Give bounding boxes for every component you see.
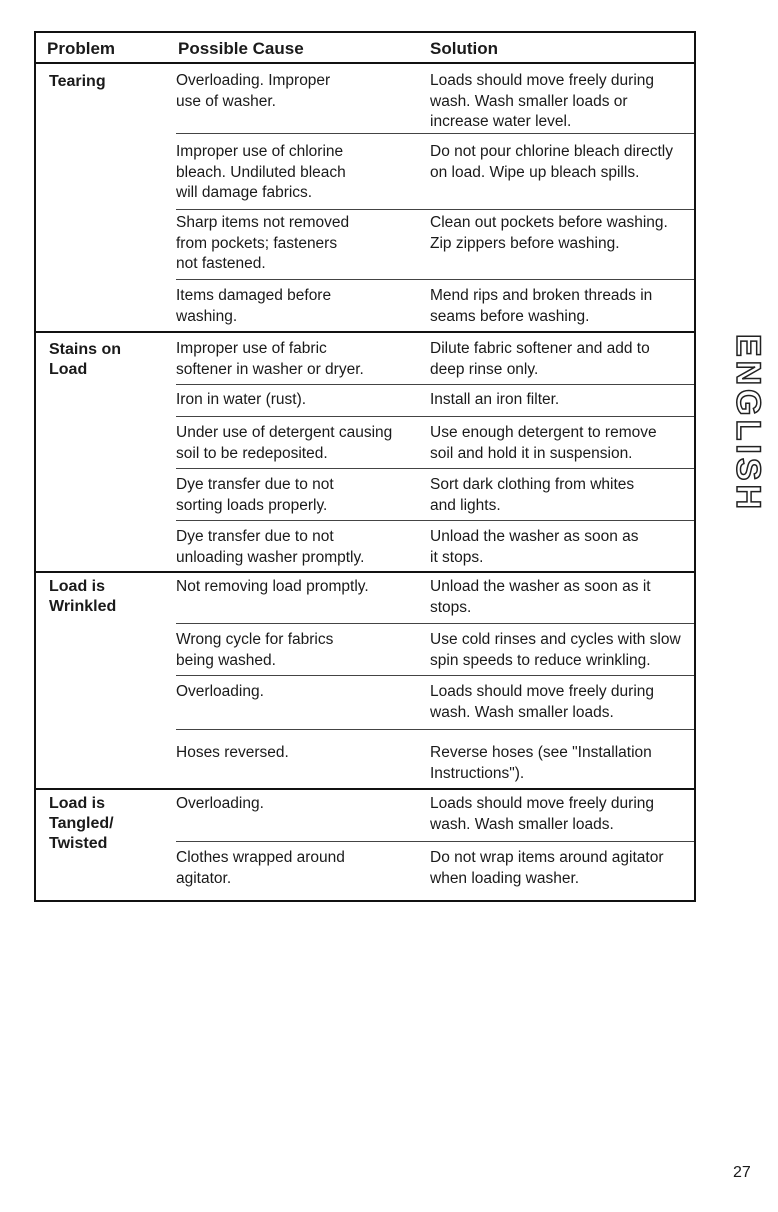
- solution-cell: Loads should move freely during wash. Wash smaller loads.: [430, 683, 655, 721]
- cause-cell: Not removing load promptly.: [176, 578, 369, 595]
- row-divider: [176, 384, 694, 385]
- row-divider: [176, 623, 694, 624]
- solution-cell: Sort dark clothing from whites and lights.: [430, 476, 635, 514]
- language-tab-label: ENGLISH: [729, 333, 768, 513]
- cause-cell: Improper use of fabric softener in washer or dryer.: [176, 340, 364, 378]
- problem-load-is-wrinkled: Load is Wrinkled: [49, 578, 117, 615]
- cause-cell: Overloading.: [176, 683, 264, 700]
- header-divider: [36, 62, 694, 64]
- solution-cell: Loads should move freely during wash. Wash smaller loads or increase water level.: [430, 72, 655, 130]
- solution-cell: Unload the washer as soon as it stops.: [430, 578, 651, 616]
- troubleshooting-table: [34, 31, 696, 902]
- solution-cell: Do not pour chlorine bleach directly on load. Wipe up bleach spills.: [430, 143, 673, 181]
- header-problem: Problem: [47, 39, 116, 58]
- solution-cell: Dilute fabric softener and add to deep rinse only.: [430, 340, 650, 378]
- solution-cell: Reverse hoses (see "Installation Instructions").: [430, 744, 652, 782]
- problem-load-is-tangled-twisted: Load is Tangled/ Twisted: [49, 795, 114, 852]
- section-divider: [36, 788, 694, 790]
- header-possible-cause: Possible Cause: [178, 39, 304, 58]
- row-divider: [176, 520, 694, 521]
- cause-cell: Sharp items not removed from pockets; fasteners not fastened.: [176, 214, 350, 272]
- row-divider: [176, 416, 694, 417]
- cause-cell: Improper use of chlorine bleach. Undiluted bleach will damage fabrics.: [176, 143, 346, 201]
- section-divider: [36, 571, 694, 573]
- cause-cell: Under use of detergent causing soil to be redeposited.: [176, 424, 393, 462]
- row-divider: [176, 209, 694, 210]
- row-divider: [176, 841, 694, 842]
- solution-cell: Install an iron filter.: [430, 391, 560, 408]
- cause-cell: Dye transfer due to not sorting loads properly.: [176, 476, 334, 514]
- solution-cell: Clean out pockets before washing. Zip zippers before washing.: [430, 214, 668, 252]
- cause-cell: Overloading. Improper use of washer.: [176, 72, 331, 110]
- row-divider: [176, 468, 694, 469]
- cause-cell: Hoses reversed.: [176, 744, 289, 761]
- header-solution: Solution: [430, 39, 498, 58]
- cause-cell: Overloading.: [176, 795, 264, 812]
- row-divider: [176, 279, 694, 280]
- solution-cell: Use enough detergent to remove soil and hold it in suspension.: [430, 424, 657, 462]
- row-divider: [176, 729, 694, 730]
- row-divider: [176, 133, 694, 134]
- solution-cell: Use cold rinses and cycles with slow spin speeds to reduce wrinkling.: [430, 631, 681, 669]
- language-tab: [729, 333, 768, 513]
- cause-cell: Clothes wrapped around agitator.: [176, 849, 345, 887]
- section-divider: [36, 331, 694, 333]
- cause-cell: Items damaged before washing.: [176, 287, 332, 325]
- cause-cell: Dye transfer due to not unloading washer promptly.: [176, 528, 365, 566]
- solution-cell: Do not wrap items around agitator when loading washer.: [430, 849, 664, 887]
- solution-cell: Loads should move freely during wash. Wash smaller loads.: [430, 795, 655, 833]
- problem-stains-on-load: Stains on Load: [49, 341, 122, 378]
- problem-tearing: Tearing: [49, 73, 106, 90]
- solution-cell: Unload the washer as soon as it stops.: [430, 528, 639, 566]
- page-number: 27: [733, 1164, 751, 1181]
- solution-cell: Mend rips and broken threads in seams before washing.: [430, 287, 653, 325]
- cause-cell: Iron in water (rust).: [176, 391, 307, 408]
- cause-cell: Wrong cycle for fabrics being washed.: [176, 631, 334, 669]
- row-divider: [176, 675, 694, 676]
